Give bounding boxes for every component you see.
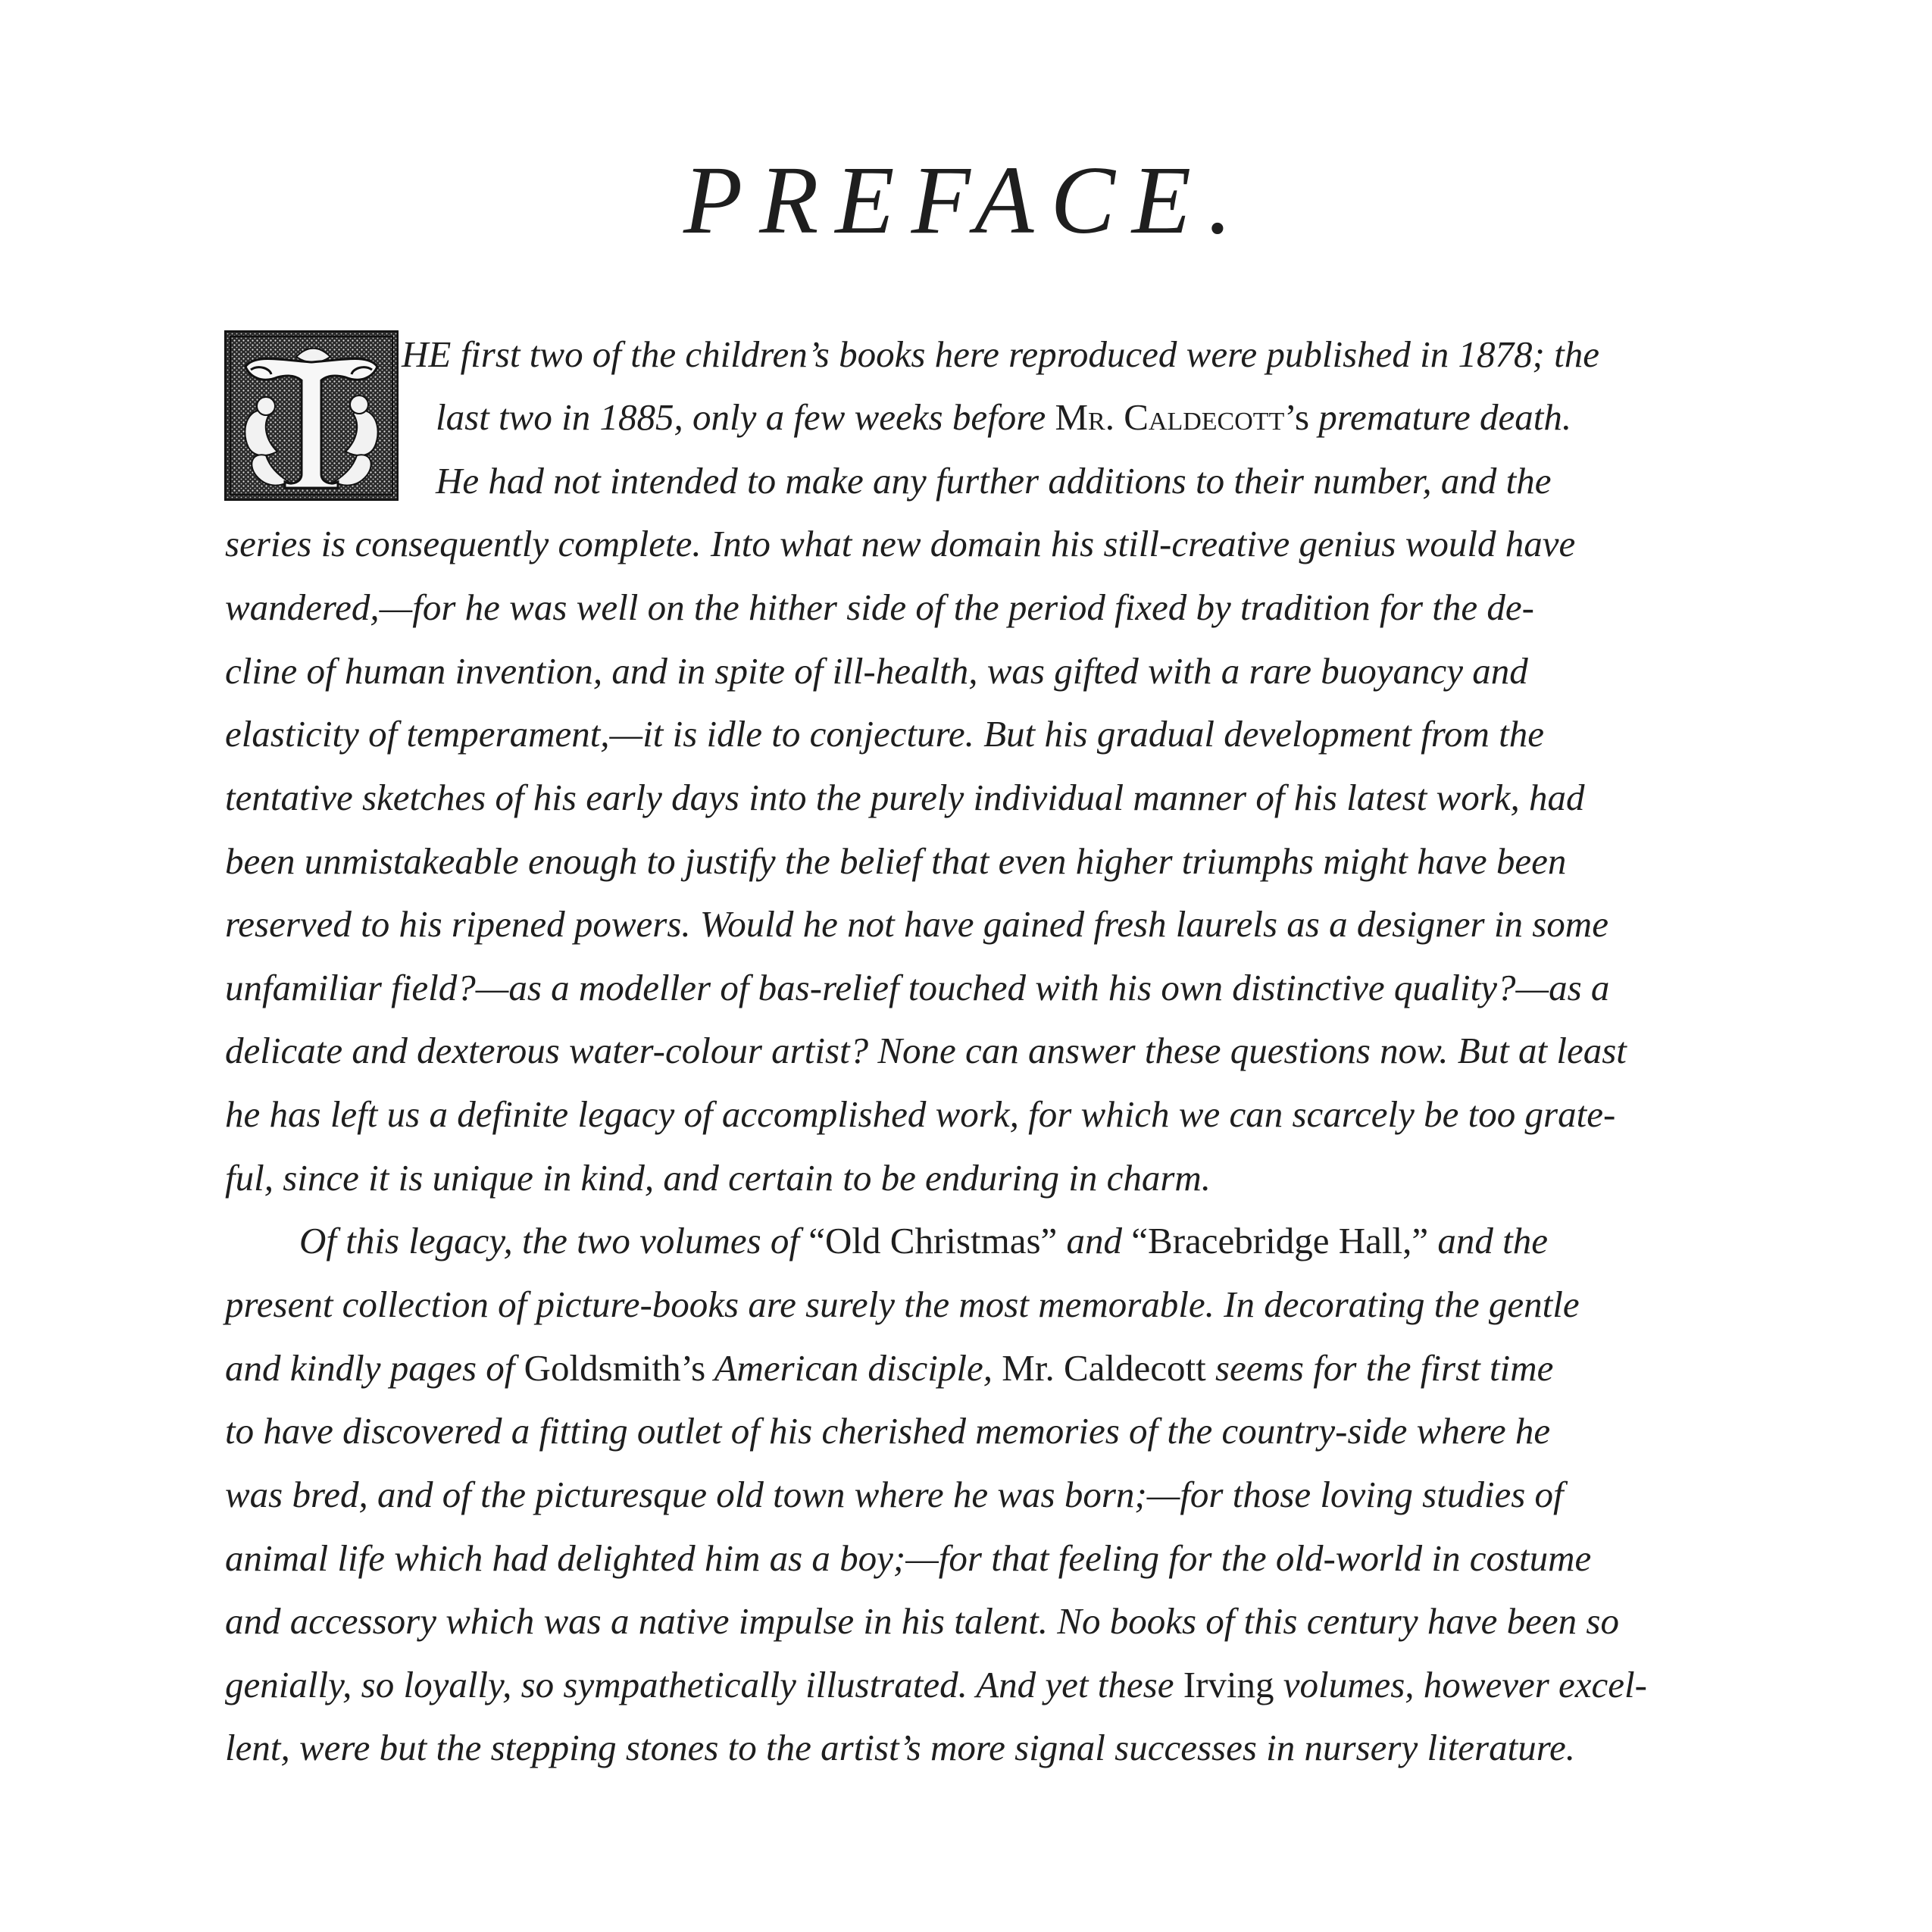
text-span: genially, so loyally, so sympathetically illustrated. And yet these	[225, 1664, 1183, 1705]
text-line: ful, since it is unique in kind, and certain to be enduring in charm.	[225, 1157, 1211, 1199]
text-line	[436, 395, 1777, 440]
text-span: ’s	[1284, 396, 1319, 438]
text-line: delicate and dexterous water-colour artist? None can answer these questions now. But at least	[225, 1030, 1627, 1071]
book-title: “Old Christmas”	[808, 1220, 1058, 1261]
text-line: present collection of picture-books are surely the most memorable. In decorating the gentle	[225, 1283, 1580, 1325]
text-line: cline of human invention, and in spite of ill-health, was gifted with a rare buoyancy and	[225, 650, 1528, 692]
text-span: seems for the first time	[1205, 1347, 1554, 1389]
text-span: and the	[1428, 1220, 1548, 1261]
text-line: to have discovered a fitting outlet of his cherished memories of the country-side where he	[225, 1410, 1551, 1452]
text-span: American disciple,	[705, 1347, 1002, 1389]
text-line: series is consequently complete. Into what new domain his still-creative genius would have	[225, 523, 1576, 564]
book-title: “Bracebridge Hall,”	[1131, 1220, 1429, 1261]
dropcap-t-ornament	[224, 330, 399, 501]
text-span: last two in 1885, only a few weeks before	[436, 396, 1055, 438]
text-line: He had not intended to make any further additions to their number, and the	[436, 460, 1552, 502]
text-line	[299, 1218, 1778, 1264]
page-title: PREFACE.	[683, 146, 1249, 254]
author-name: Irving	[1183, 1664, 1274, 1705]
text-line: lent, were but the stepping stones to the artist’s more signal successes in nursery literature.	[225, 1727, 1575, 1768]
text-line: elasticity of temperament,—it is idle to conjecture. But his gradual development from the	[225, 713, 1544, 755]
text-line: reserved to his ripened powers. Would he not have gained fresh laurels as a designer in some	[225, 903, 1608, 945]
text-span: premature death.	[1318, 396, 1572, 438]
text-line: HE first two of the children’s books here reproduced were published in 1878; the	[402, 333, 1599, 375]
text-line: been unmistakeable enough to justify the belief that even higher triumphs might have been	[225, 840, 1567, 882]
text-span: and kindly pages of	[225, 1347, 524, 1389]
text-line	[225, 1662, 1778, 1708]
author-name: Mr. Caldecott	[1055, 396, 1285, 438]
text-line: unfamiliar field?—as a modeller of bas-relief touched with his own distinctive quality?—as a	[225, 967, 1610, 1008]
author-name: Mr. Caldecott	[1002, 1347, 1206, 1389]
text-line: wandered,—for he was well on the hither side of the period fixed by tradition for the de-	[225, 586, 1534, 628]
text-line: animal life which had delighted him as a boy;—for that feeling for the old-world in costume	[225, 1537, 1592, 1579]
author-name: Goldsmith’s	[524, 1347, 706, 1389]
text-line: tentative sketches of his early days into the purely individual manner of his latest work, had	[225, 777, 1585, 818]
text-span: Of this legacy, the two volumes of	[299, 1220, 809, 1261]
text-span: and	[1057, 1220, 1132, 1261]
text-line: was bred, and of the picturesque old town where he was born;—for those loving studies of	[225, 1474, 1564, 1515]
text-line: and accessory which was a native impulse in his talent. No books of this century have been so	[225, 1600, 1619, 1642]
text-line	[225, 1346, 1778, 1391]
text-span: volumes, however excel-	[1274, 1664, 1647, 1705]
text-line: he has left us a definite legacy of accomplished work, for which we can scarcely be too grate-	[225, 1093, 1616, 1135]
